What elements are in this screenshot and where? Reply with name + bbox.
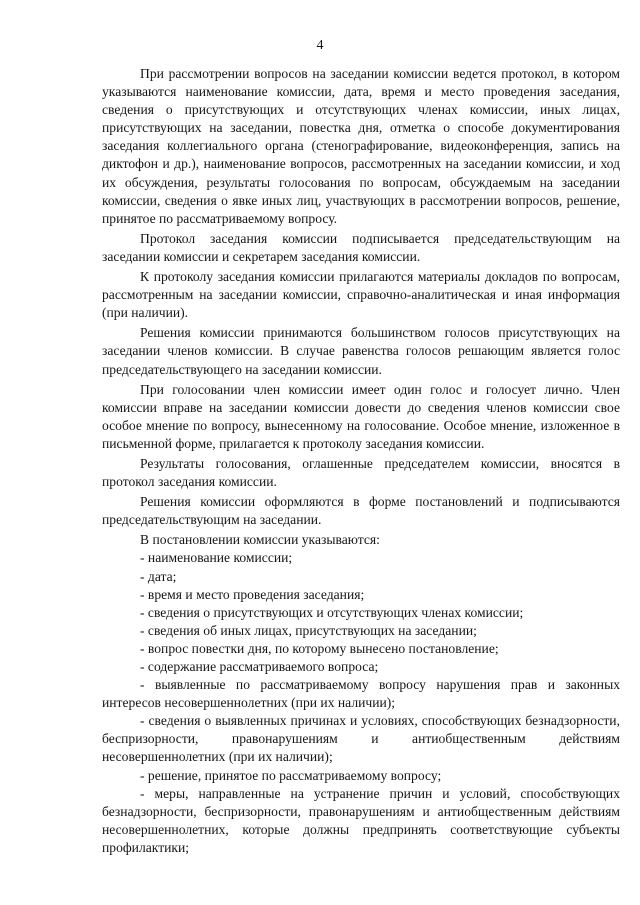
paragraph-protocol-attachments: К протоколу заседания комиссии прилагаются материалы докладов по вопросам, рассмотренным на заседании комиссии, справочно-аналитическая и иная информация (при наличии). (102, 269, 620, 321)
document-body (102, 65, 620, 857)
list-item: - дата; (140, 568, 177, 584)
list-item: - выявленные по рассматриваемому вопросу нарушения прав и законных интересов несовершеннолетних (при их наличии); (102, 677, 620, 711)
list-item: - содержание рассматриваемого вопроса; (140, 659, 379, 674)
list-item: - меры, направленные на устранение причин и условий, способствующих безнадзорности, беспризорности, правонарушениям и антиобщественным действиям несовершеннолетних, которые должны предпринять соответствующие субъекты профилактики; (102, 785, 620, 855)
paragraph-protocol-signing: Протокол заседания комиссии подписывается председательствующим на заседании комиссии и секретарем заседания комиссии. (102, 230, 620, 264)
paragraph-decision-form: Решения комиссии оформляются в форме постановлений и подписываются председательствующим на заседании. (102, 494, 620, 528)
paragraph-protocol: При рассмотрении вопросов на заседании комиссии ведется протокол, в котором указываются наименование комиссии, дата, время и место проведения заседания, сведения о присутствующих и отсутствующих членах комиссии, иных лицах, присутствующих на заседании, повестка дня, отметка о способе документирования заседания коллегиального органа (стенографирование, видеоконференция, запись на диктофон и др.), наименование вопросов, рассмотренных на заседании комиссии, и ход их обсуждения, результаты голосования по вопросам, обсуждаемым на заседании комиссии, сведения о явке иных лиц, участвующих в рассмотрении вопросов, решение, принятое по рассматриваемому вопросу. (102, 66, 620, 226)
list-item: - сведения об иных лицах, присутствующих на заседании; (140, 622, 477, 638)
list-item: - время и место проведения заседания; (140, 586, 365, 602)
list-item: - сведения о выявленных причинах и условиях, способствующих безнадзорности, беспризорности, правонарушениям и антиобщественным действиям несовершеннолетних (при их наличии); (102, 713, 620, 765)
list-item: - сведения о присутствующих и отсутствующих членах комиссии; (140, 604, 524, 620)
paragraph-resolution-contents: В постановлении комиссии указываются: (140, 532, 380, 548)
list-item: - наименование комиссии; (140, 550, 293, 566)
list-item: - решение, принятое по рассматриваемому вопросу; (140, 767, 442, 783)
paragraph-decisions-majority: Решения комиссии принимаются большинством голосов присутствующих на заседании членов комиссии. В случае равенства голосов решающим является голос председательствующего на заседании комиссии. (102, 325, 620, 377)
paragraph-voting-results: Результаты голосования, оглашенные председателем комиссии, вносятся в протокол заседания комиссии. (102, 455, 620, 490)
paragraph-voting: При голосовании член комиссии имеет один голос и голосует лично. Член комиссии вправе на заседании комиссии довести до сведения членов комиссии свое особое мнение по вопросу, вынесенному на голосование. Особое мнение, изложенное в письменной форме, прилагается к протоколу заседания комиссии. (102, 381, 620, 451)
page-number: 4 (316, 38, 324, 53)
list-item: - вопрос повестки дня, по которому вынесено постановление; (140, 640, 499, 656)
